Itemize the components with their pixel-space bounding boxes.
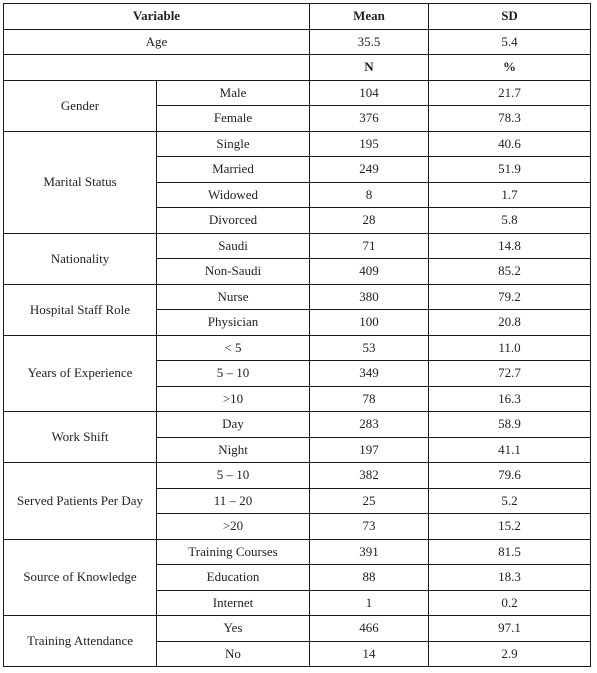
category-cell: Married [157,157,310,183]
group-label: Work Shift [4,412,157,463]
n-cell: 376 [310,106,429,132]
n-cell: 8 [310,182,429,208]
subheader-percent: % [429,55,591,81]
age-mean: 35.5 [310,29,429,55]
category-cell: Non-Saudi [157,259,310,285]
n-cell: 14 [310,641,429,667]
category-cell: Internet [157,590,310,616]
table-row [4,463,591,489]
percent-cell: 41.1 [429,437,591,463]
percent-cell: 2.9 [429,641,591,667]
n-cell: 88 [310,565,429,591]
header-variable: Variable [4,4,310,30]
category-cell: >10 [157,386,310,412]
n-cell: 249 [310,157,429,183]
percent-cell: 15.2 [429,514,591,540]
category-cell: Education [157,565,310,591]
table-row [4,412,591,438]
n-cell: 53 [310,335,429,361]
subheader-row [4,55,591,81]
percent-cell: 97.1 [429,616,591,642]
group-label: Years of Experience [4,335,157,412]
header-mean: Mean [310,4,429,30]
category-cell: Night [157,437,310,463]
percent-cell: 79.2 [429,284,591,310]
percent-cell: 51.9 [429,157,591,183]
percent-cell: 81.5 [429,539,591,565]
category-cell: Saudi [157,233,310,259]
group-label: Source of Knowledge [4,539,157,616]
category-cell: Training Courses [157,539,310,565]
table-row [4,616,591,642]
n-cell: 104 [310,80,429,106]
category-cell: Female [157,106,310,132]
group-label: Served Patients Per Day [4,463,157,540]
category-cell: Yes [157,616,310,642]
percent-cell: 72.7 [429,361,591,387]
n-cell: 73 [310,514,429,540]
percent-cell: 78.3 [429,106,591,132]
percent-cell: 58.9 [429,412,591,438]
category-cell: Physician [157,310,310,336]
n-cell: 197 [310,437,429,463]
category-cell: Nurse [157,284,310,310]
percent-cell: 20.8 [429,310,591,336]
percent-cell: 1.7 [429,182,591,208]
category-cell: 5 – 10 [157,463,310,489]
percent-cell: 16.3 [429,386,591,412]
percent-cell: 0.2 [429,590,591,616]
n-cell: 380 [310,284,429,310]
subheader-n: N [310,55,429,81]
n-cell: 391 [310,539,429,565]
age-row [4,29,591,55]
category-cell: >20 [157,514,310,540]
table-row [4,80,591,106]
percent-cell: 5.8 [429,208,591,234]
percent-cell: 21.7 [429,80,591,106]
age-sd: 5.4 [429,29,591,55]
demographics-table [3,3,591,667]
category-cell: Divorced [157,208,310,234]
n-cell: 25 [310,488,429,514]
subheader-blank [4,55,310,81]
n-cell: 466 [310,616,429,642]
table-body [4,29,591,667]
category-cell: Male [157,80,310,106]
n-cell: 382 [310,463,429,489]
percent-cell: 14.8 [429,233,591,259]
n-cell: 100 [310,310,429,336]
n-cell: 349 [310,361,429,387]
age-label: Age [4,29,310,55]
group-label: Gender [4,80,157,131]
n-cell: 71 [310,233,429,259]
group-label: Marital Status [4,131,157,233]
category-cell: Single [157,131,310,157]
percent-cell: 85.2 [429,259,591,285]
percent-cell: 18.3 [429,565,591,591]
category-cell: 11 – 20 [157,488,310,514]
group-label: Hospital Staff Role [4,284,157,335]
n-cell: 28 [310,208,429,234]
category-cell: < 5 [157,335,310,361]
percent-cell: 11.0 [429,335,591,361]
group-label: Training Attendance [4,616,157,667]
header-row [4,4,591,30]
table-row [4,233,591,259]
percent-cell: 40.6 [429,131,591,157]
n-cell: 409 [310,259,429,285]
header-sd: SD [429,4,591,30]
n-cell: 1 [310,590,429,616]
table-row [4,335,591,361]
percent-cell: 5.2 [429,488,591,514]
category-cell: Widowed [157,182,310,208]
table-row [4,539,591,565]
n-cell: 283 [310,412,429,438]
group-label: Nationality [4,233,157,284]
table-row [4,131,591,157]
n-cell: 195 [310,131,429,157]
category-cell: No [157,641,310,667]
category-cell: Day [157,412,310,438]
n-cell: 78 [310,386,429,412]
category-cell: 5 – 10 [157,361,310,387]
percent-cell: 79.6 [429,463,591,489]
table-row [4,284,591,310]
